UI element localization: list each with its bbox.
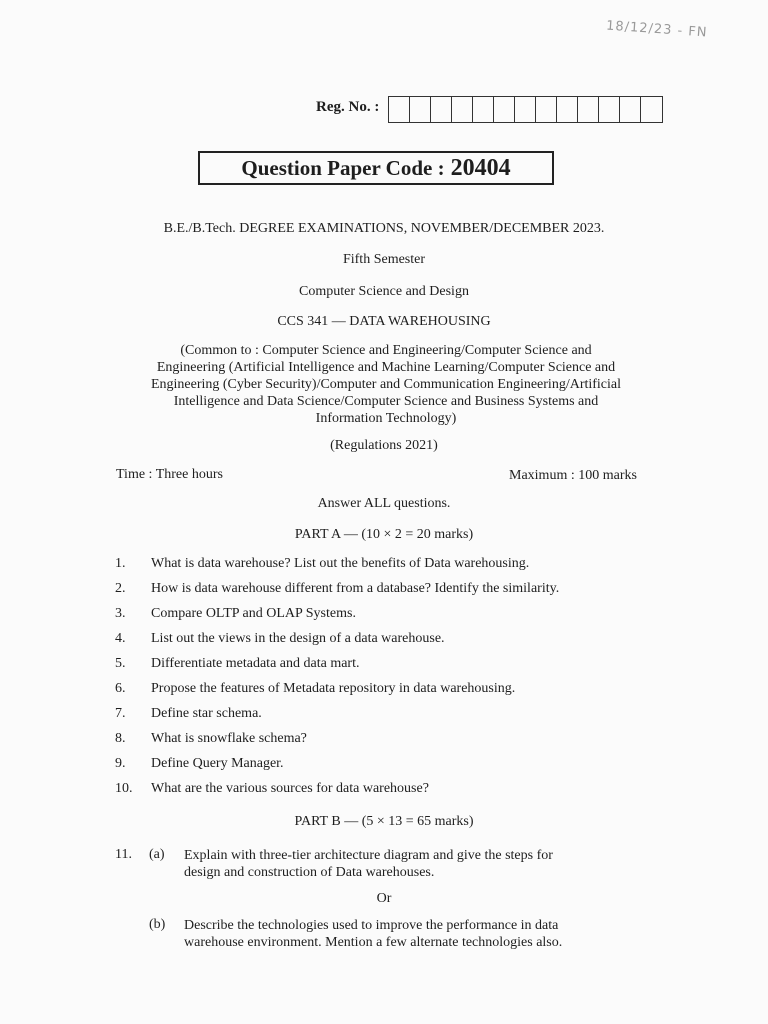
question-text-line: Describe the technologies used to improve the performance in data [184, 918, 559, 933]
semester: Fifth Semester [342, 252, 426, 267]
exam-title: B.E./B.Tech. DEGREE EXAMINATIONS, NOVEMBER/DECEMBER 2023. [163, 221, 605, 236]
reg-no-digit-box [431, 97, 452, 122]
regulations: (Regulations 2021) [330, 438, 438, 453]
common-to-line: Intelligence and Data Science/Computer Science and Business Systems and [173, 394, 599, 409]
qpc-code: 20404 [450, 154, 511, 181]
question-text: Propose the features of Metadata repository in data warehousing. [151, 681, 516, 696]
or-separator: Or [376, 891, 392, 906]
question-number: 6. [115, 681, 126, 696]
question-number: 11. [115, 847, 132, 862]
question-number: 8. [115, 731, 126, 746]
question-text: Define star schema. [151, 706, 262, 721]
time-allowed: Time : Three hours [116, 467, 223, 482]
question-text-line: design and construction of Data warehouses. [184, 865, 435, 880]
question-text: List out the views in the design of a data warehouse. [151, 631, 445, 646]
question-number: 5. [115, 656, 126, 671]
qpc-label: Question Paper Code : [241, 155, 445, 180]
question-number: 1. [115, 556, 126, 571]
reg-no-digit-box [389, 97, 410, 122]
reg-no-digit-box [599, 97, 620, 122]
instruction: Answer ALL questions. [317, 496, 451, 511]
reg-no-digit-box [452, 97, 473, 122]
maximum-marks: Maximum : 100 marks [509, 468, 637, 483]
question-text: What is snowflake schema? [151, 731, 307, 746]
department: Computer Science and Design [299, 284, 469, 299]
question-text: What are the various sources for data warehouse? [151, 781, 429, 796]
question-text-line: Explain with three-tier architecture diagram and give the steps for [184, 848, 553, 863]
question-11b-text [184, 917, 652, 951]
reg-no-digit-box [536, 97, 557, 122]
common-to-line: Engineering (Cyber Security)/Computer and Communication Engineering/Artificial [150, 377, 622, 392]
question-text: Define Query Manager. [151, 756, 284, 771]
common-to-block [112, 342, 660, 427]
reg-no-digit-box [578, 97, 599, 122]
common-to-line: (Common to : Computer Science and Engineering/Computer Science and [180, 343, 592, 358]
question-number: 7. [115, 706, 126, 721]
reg-no-digit-box [410, 97, 431, 122]
question-number: 10. [115, 781, 133, 796]
question-number: 2. [115, 581, 126, 596]
common-to-line: Engineering (Artificial Intelligence and Machine Learning/Computer Science and [156, 360, 616, 375]
part-a-heading: PART A — (10 × 2 = 20 marks) [294, 527, 474, 542]
question-text: What is data warehouse? List out the benefits of Data warehousing. [151, 556, 530, 571]
common-to-line: Information Technology) [315, 411, 457, 426]
question-number: 9. [115, 756, 126, 771]
reg-no-digit-box [641, 97, 662, 122]
question-11a-text [184, 847, 652, 881]
question-text-line: warehouse environment. Mention a few alternate technologies also. [184, 935, 563, 950]
reg-no-boxes [388, 96, 663, 123]
question-text: How is data warehouse different from a database? Identify the similarity. [151, 581, 560, 596]
sub-question-label: (a) [149, 847, 165, 862]
reg-no-digit-box [515, 97, 536, 122]
sub-question-label: (b) [149, 917, 166, 932]
reg-no-digit-box [494, 97, 515, 122]
part-b-heading: PART B — (5 × 13 = 65 marks) [294, 814, 474, 829]
question-number: 4. [115, 631, 126, 646]
handwritten-date-annotation: 18/12/23 - FN [605, 18, 708, 41]
question-number: 3. [115, 606, 126, 621]
question-text: Compare OLTP and OLAP Systems. [151, 606, 356, 621]
question-text: Differentiate metadata and data mart. [151, 656, 360, 671]
reg-no-digit-box [620, 97, 641, 122]
course-title: CCS 341 — DATA WAREHOUSING [277, 314, 491, 329]
reg-no-digit-box [473, 97, 494, 122]
reg-no-label: Reg. No. : [316, 99, 380, 115]
reg-no-digit-box [557, 97, 578, 122]
question-paper-code-box [198, 151, 554, 185]
